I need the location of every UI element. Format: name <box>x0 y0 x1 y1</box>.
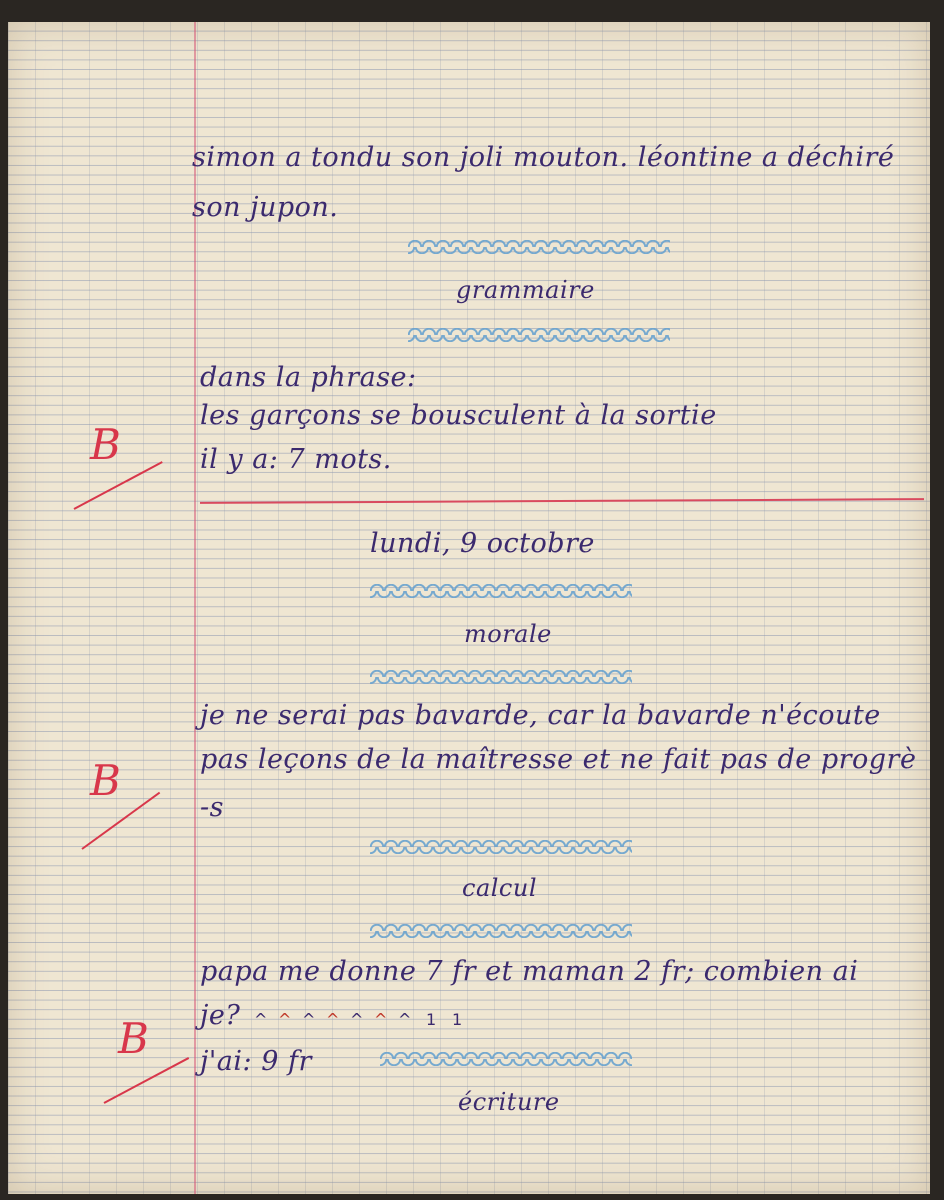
text-line: simon a tondu son joli mouton. léontine a déchiré <box>192 142 895 173</box>
wavy-divider <box>380 1052 632 1066</box>
text-line: dans la phrase: <box>200 362 417 393</box>
grade-mark: B <box>90 756 121 805</box>
wavy-divider <box>408 328 670 342</box>
text-line: j'ai: 9 fr <box>200 1046 312 1077</box>
grade-slash <box>104 1057 190 1104</box>
text-line: pas leçons de la maîtresse et ne fait pas de progrè <box>200 744 917 775</box>
red-rule <box>200 498 924 504</box>
grade-mark: B <box>118 1014 149 1063</box>
counting-tick: ^ <box>326 1010 340 1029</box>
counting-tick: ^ <box>302 1010 316 1029</box>
grade-mark: B <box>90 420 121 469</box>
section-heading: grammaire <box>456 276 595 304</box>
counting-tick: 1 <box>426 1010 437 1029</box>
counting-tick: ^ <box>398 1010 412 1029</box>
text-line: je ne serai pas bavarde, car la bavarde n'écoute <box>200 700 881 731</box>
text-line: -s <box>200 792 224 823</box>
text-line: il y a: 7 mots. <box>200 444 392 475</box>
counting-tick: ^ <box>254 1010 268 1029</box>
counting-tick: 1 <box>452 1010 463 1029</box>
text-line: les garçons se bousculent à la sortie <box>200 400 717 431</box>
section-heading: morale <box>464 620 552 648</box>
wavy-divider <box>370 840 632 854</box>
text-line: papa me donne 7 fr et maman 2 fr; combien ai <box>200 956 859 987</box>
counting-tick: ^ <box>350 1010 364 1029</box>
section-heading: écriture <box>458 1088 560 1116</box>
notebook-page <box>8 22 930 1194</box>
wavy-divider <box>408 240 670 254</box>
section-heading: calcul <box>462 874 537 902</box>
date-heading: lundi, 9 octobre <box>370 528 595 559</box>
counting-tick: ^ <box>374 1010 388 1029</box>
wavy-divider <box>370 924 632 938</box>
wavy-divider <box>370 584 632 598</box>
counting-tick: ^ <box>278 1010 292 1029</box>
text-line: je? <box>200 1000 241 1031</box>
text-line: son jupon. <box>192 192 339 223</box>
wavy-divider <box>370 670 632 684</box>
